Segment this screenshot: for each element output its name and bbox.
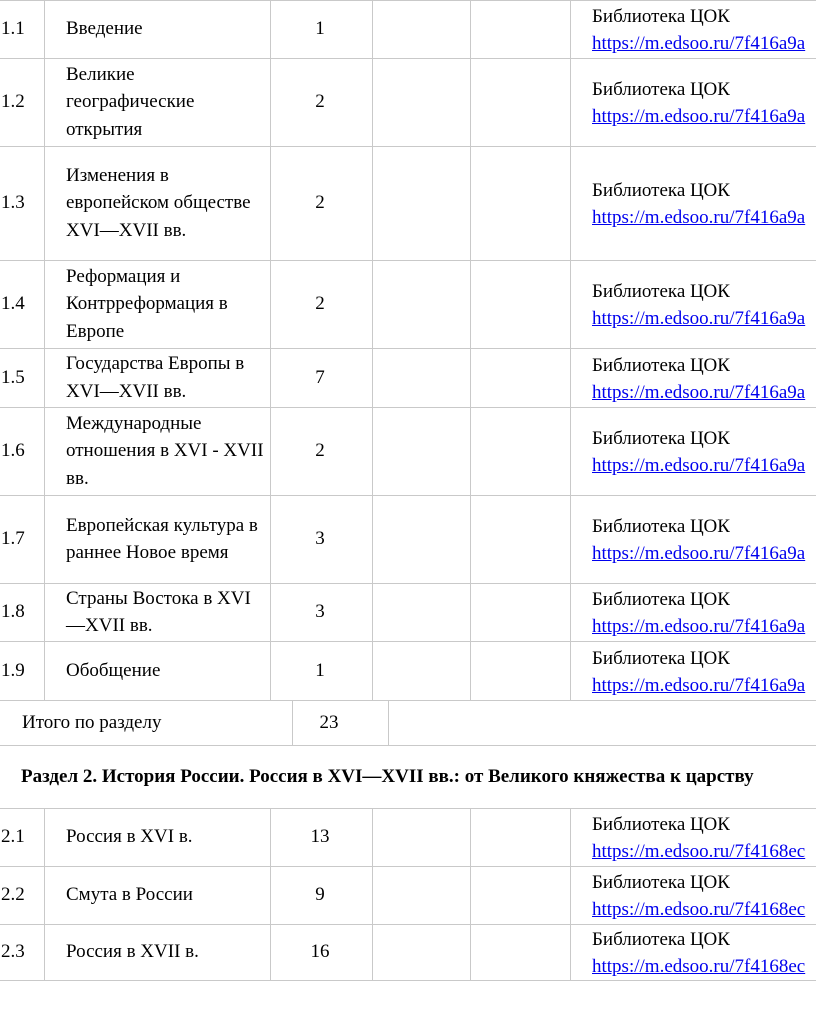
table-rule	[0, 808, 816, 809]
hours-count: 16	[310, 941, 330, 963]
table-rule	[470, 808, 471, 866]
table-rule	[570, 495, 571, 583]
table-rule	[470, 407, 471, 495]
table-rule	[570, 0, 571, 58]
table-rule	[570, 260, 571, 348]
library-label: Библиотека ЦОК	[592, 6, 730, 27]
lesson-title: Введение	[66, 18, 143, 40]
row-number: 1.6	[1, 440, 25, 462]
resource-cell	[592, 261, 816, 349]
row-number: 2.1	[1, 826, 25, 848]
table-rule	[570, 866, 571, 924]
table-rule	[372, 407, 373, 495]
hours-count: 7	[315, 366, 325, 388]
resource-cell	[592, 349, 816, 408]
resource-cell	[592, 1, 816, 59]
row-number: 2.2	[1, 884, 25, 906]
resource-cell	[592, 809, 816, 867]
table-rule	[570, 808, 571, 866]
table-rule	[570, 641, 571, 700]
table-rule	[0, 980, 816, 981]
lesson-title: Изменения в европейском обществе XVI—XVII вв.	[66, 164, 251, 241]
table-rule	[570, 583, 571, 641]
table-rule	[372, 924, 373, 980]
table-rule	[470, 924, 471, 980]
row-number: 1.8	[1, 601, 25, 623]
table-rule	[470, 260, 471, 348]
resource-link[interactable]: https://m.edsoo.ru/7f416a9a	[592, 543, 806, 564]
row-number: 1.4	[1, 293, 25, 315]
library-label: Библиотека ЦОК	[592, 589, 730, 610]
lesson-title: Великие географические открытия	[66, 63, 195, 140]
table-rule	[570, 348, 571, 407]
resource-cell	[592, 925, 816, 981]
lesson-title: Россия в XVII в.	[66, 941, 199, 963]
section-heading: Раздел 2. История России. Россия в XVI—XVII вв.: от Великого княжества к царству	[21, 766, 754, 787]
table-rule	[0, 146, 816, 147]
hours-count: 13	[310, 826, 330, 848]
resource-cell	[592, 496, 816, 584]
table-rule	[0, 0, 816, 1]
table-rule	[570, 924, 571, 980]
table-rule	[470, 146, 471, 260]
lesson-title: Реформация и Контрреформация в Европе	[66, 265, 228, 342]
total-label: Итого по разделу	[22, 711, 162, 733]
table-rule	[0, 348, 816, 349]
row-number: 2.3	[1, 941, 25, 963]
resource-link[interactable]: https://m.edsoo.ru/7f416a9a	[592, 33, 806, 54]
library-label: Библиотека ЦОК	[592, 929, 730, 950]
table-rule	[0, 495, 816, 496]
hours-count: 1	[315, 659, 325, 681]
resource-link[interactable]: https://m.edsoo.ru/7f416a9a	[592, 381, 806, 403]
hours-count: 2	[315, 293, 325, 315]
hours-count: 2	[315, 192, 325, 214]
table-rule	[570, 58, 571, 146]
hours-count: 3	[315, 528, 325, 550]
table-rule	[372, 146, 373, 260]
hours-count: 1	[315, 18, 325, 40]
resource-link[interactable]: https://m.edsoo.ru/7f416a9a	[592, 308, 806, 329]
library-label: Библиотека ЦОК	[592, 180, 730, 201]
resource-cell	[592, 408, 816, 496]
hours-count: 2	[315, 91, 325, 113]
table-rule	[470, 0, 471, 58]
library-label: Библиотека ЦОК	[592, 428, 730, 449]
table-rule	[372, 348, 373, 407]
resource-cell	[592, 584, 816, 642]
resource-link[interactable]: https://m.edsoo.ru/7f416a9a	[592, 207, 806, 228]
library-label: Библиотека ЦОК	[592, 814, 730, 835]
lesson-title: Обобщение	[66, 659, 161, 681]
row-number: 1.7	[1, 528, 25, 550]
resource-link[interactable]: https://m.edsoo.ru/7f4168ec	[592, 956, 806, 977]
resource-cell	[592, 147, 816, 261]
table-rule	[372, 866, 373, 924]
resource-link[interactable]: https://m.edsoo.ru/7f416a9a	[592, 455, 806, 476]
row-number: 1.2	[1, 91, 25, 113]
table-rule	[372, 0, 373, 58]
table-rule	[0, 924, 816, 925]
table-rule	[388, 700, 389, 745]
hours-count: 2	[315, 440, 325, 462]
table-rule	[570, 146, 571, 260]
table-rule	[0, 641, 816, 642]
resource-link[interactable]: https://m.edsoo.ru/7f416a9a	[592, 674, 806, 696]
resource-link[interactable]: https://m.edsoo.ru/7f416a9a	[592, 616, 806, 637]
lesson-title: Смута в России	[66, 884, 193, 906]
table-rule	[372, 583, 373, 641]
lesson-title: Международные отношения в XVI - XVII вв.	[66, 412, 264, 489]
lesson-title: Государства Европы в XVI—XVII вв.	[66, 353, 245, 402]
table-rule	[470, 58, 471, 146]
resource-link[interactable]: https://m.edsoo.ru/7f4168ec	[592, 899, 806, 920]
table-rule	[372, 808, 373, 866]
table-rule	[0, 260, 816, 261]
table-rule	[0, 58, 816, 59]
library-label: Библиотека ЦОК	[592, 647, 730, 669]
resource-cell	[592, 867, 816, 925]
table-rule	[372, 58, 373, 146]
total-hours: 23	[319, 711, 339, 733]
resource-cell	[592, 642, 816, 701]
table-rule	[470, 641, 471, 700]
lesson-title: Европейская культура в раннее Новое время	[66, 514, 258, 563]
table-rule	[0, 583, 816, 584]
table-rule	[470, 495, 471, 583]
hours-count: 3	[315, 601, 325, 623]
resource-link[interactable]: https://m.edsoo.ru/7f416a9a	[592, 106, 806, 127]
table-rule	[372, 495, 373, 583]
lesson-title: Страны Востока в XVI—XVII вв.	[66, 587, 251, 636]
resource-link[interactable]: https://m.edsoo.ru/7f4168ec	[592, 841, 806, 862]
table-rule	[0, 866, 816, 867]
row-number: 1.5	[1, 366, 25, 388]
library-label: Библиотека ЦОК	[592, 281, 730, 302]
row-number: 1.9	[1, 659, 25, 681]
table-rule	[470, 348, 471, 407]
resource-cell	[592, 59, 816, 147]
hours-count: 9	[315, 884, 325, 906]
table-rule	[0, 407, 816, 408]
library-label: Библиотека ЦОК	[592, 516, 730, 537]
row-number: 1.3	[1, 192, 25, 214]
table-rule	[470, 866, 471, 924]
table-rule	[570, 407, 571, 495]
table-rule	[372, 641, 373, 700]
table-rule	[470, 583, 471, 641]
table-rule	[372, 260, 373, 348]
library-label: Библиотека ЦОК	[592, 354, 730, 376]
row-number: 1.1	[1, 18, 25, 40]
library-label: Библиотека ЦОК	[592, 872, 730, 893]
library-label: Библиотека ЦОК	[592, 79, 730, 100]
lesson-title: Россия в XVI в.	[66, 826, 193, 848]
